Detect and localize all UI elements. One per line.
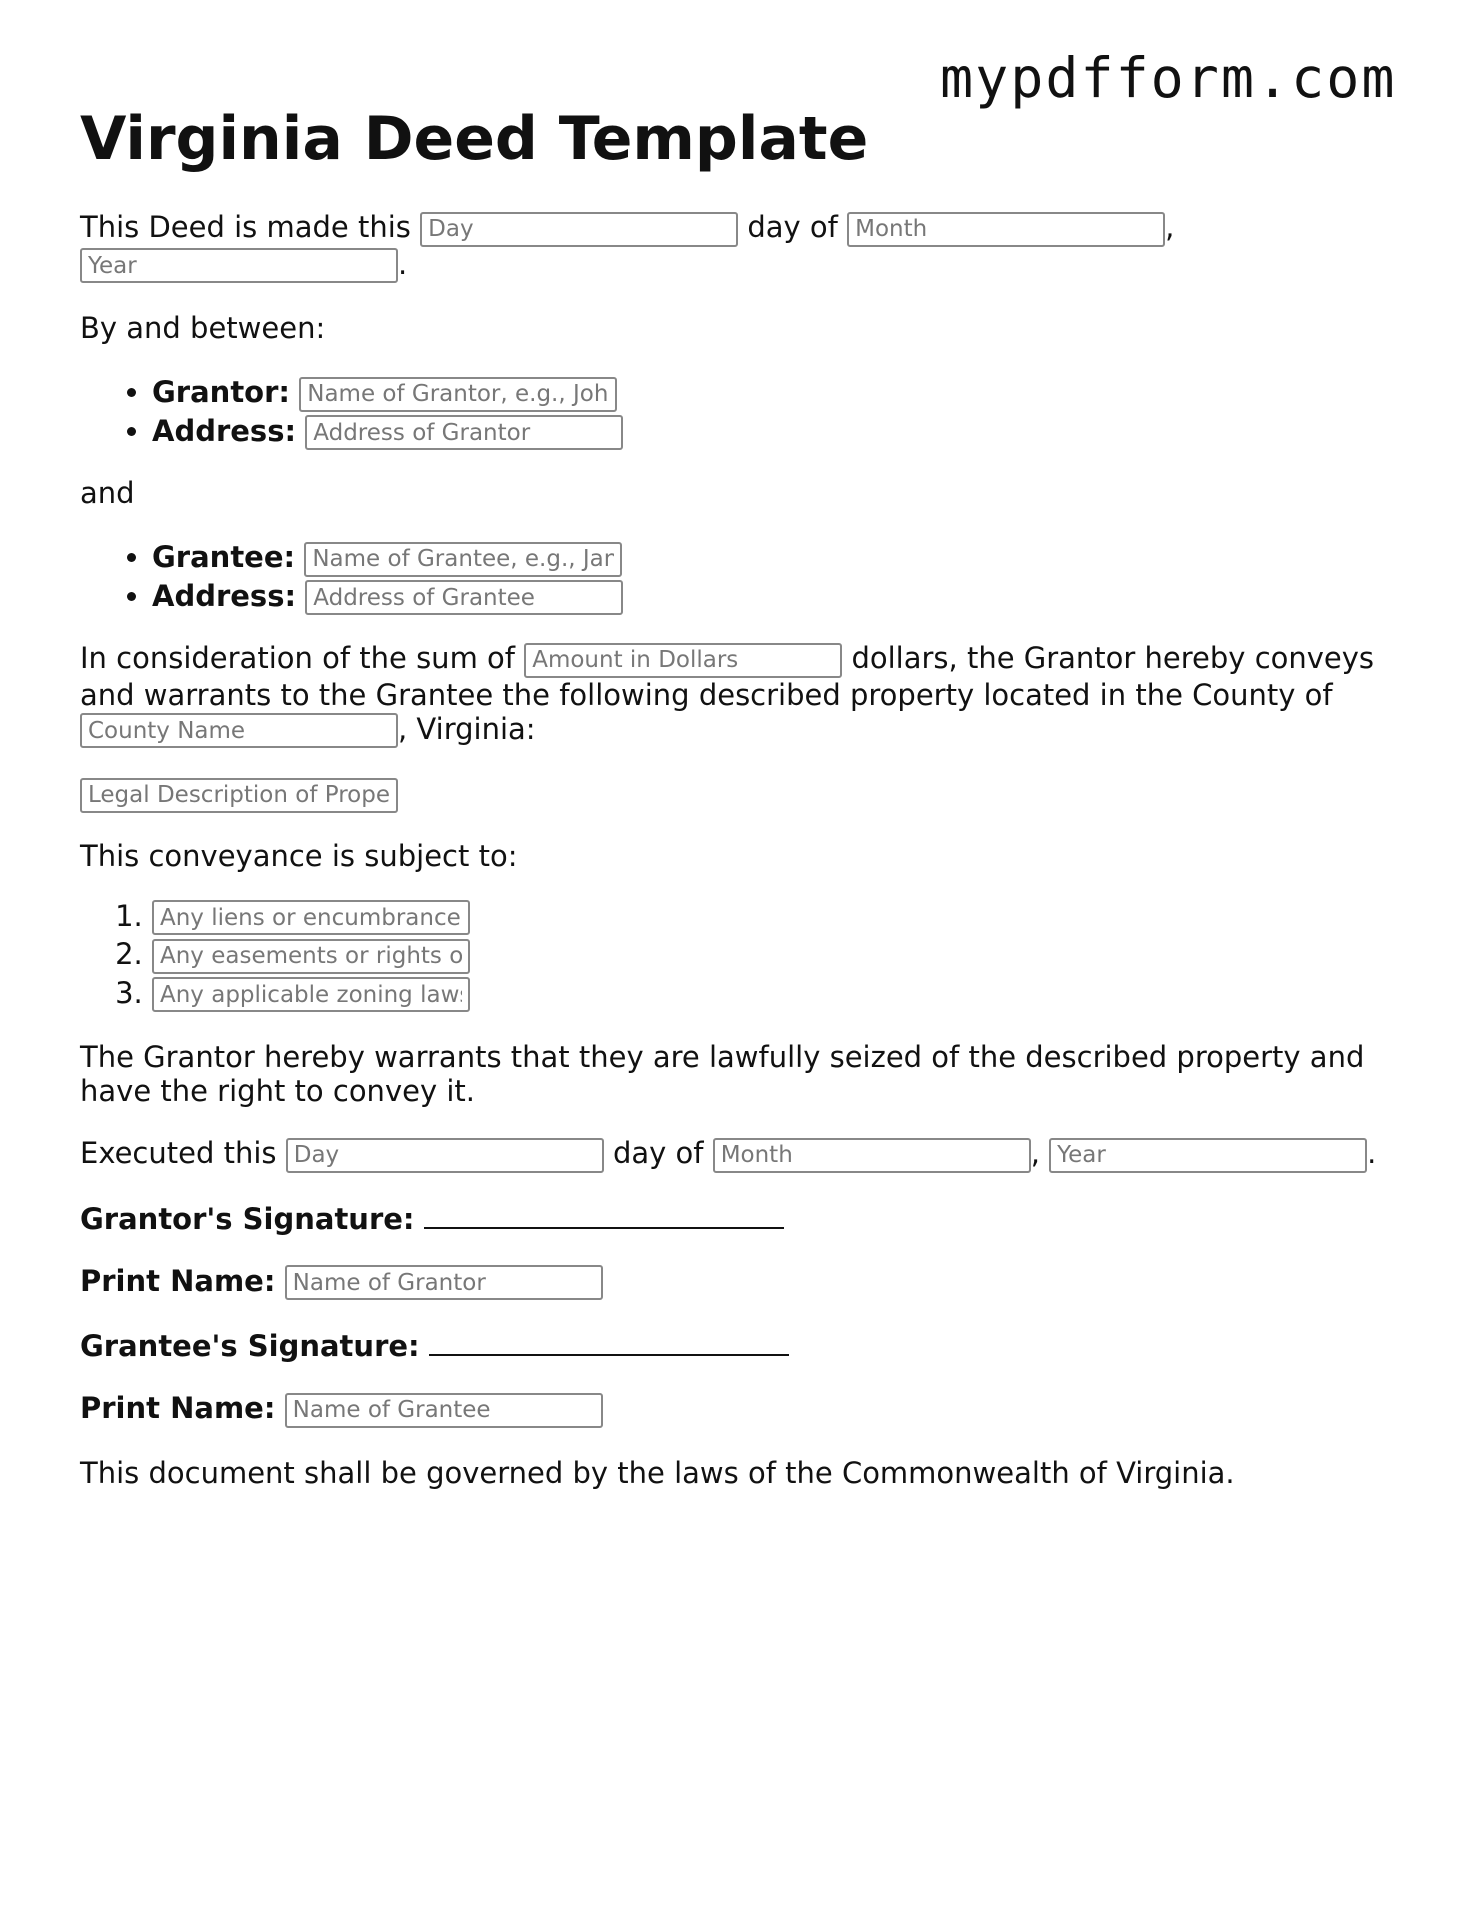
grantee-name-label: Grantee:: [152, 540, 296, 574]
grantor-print-label: Print Name:: [80, 1263, 276, 1298]
county-input[interactable]: [80, 713, 398, 748]
deed-day-input[interactable]: [420, 212, 738, 247]
grantee-print-row: [80, 1391, 1400, 1428]
grantee-address-item: [152, 577, 1400, 616]
condition-zoning-input[interactable]: [152, 977, 470, 1012]
grantor-signature-line[interactable]: [424, 1201, 784, 1229]
grantor-print-row: [80, 1264, 1400, 1301]
executed-period: .: [1367, 1136, 1377, 1170]
grantor-name-label: Grantor:: [152, 375, 291, 409]
intro-comma: ,: [1165, 210, 1175, 244]
grantee-address-label: Address:: [152, 578, 297, 613]
grantor-name-input[interactable]: [299, 377, 617, 412]
by-between-text: By and between:: [80, 311, 326, 345]
condition-item: [152, 974, 1400, 1013]
deed-month-input[interactable]: [847, 212, 1165, 247]
condition-item: [152, 935, 1400, 974]
intro-period: .: [398, 246, 408, 281]
governing-law-text: This document shall be governed by the laws of the Commonwealth of Virginia.: [80, 1455, 1235, 1490]
condition-item: [152, 897, 1400, 936]
grantor-signature-label: Grantor's Signature:: [80, 1201, 415, 1236]
grantee-print-label: Print Name:: [80, 1391, 276, 1425]
grantee-signature-row: [80, 1328, 1400, 1363]
intro-mid: day of: [747, 210, 838, 244]
condition-liens-input[interactable]: [152, 900, 470, 935]
grantee-print-name-input[interactable]: [285, 1393, 603, 1428]
executed-paragraph: [80, 1136, 1400, 1173]
grantor-name-item: [152, 373, 1400, 412]
intro-prefix: This Deed is made this: [80, 210, 411, 244]
site-watermark: mypdfform.com: [940, 46, 1397, 110]
grantor-address-item: [152, 412, 1400, 451]
grantor-address-input[interactable]: [305, 415, 623, 450]
consideration-text: dollars, the Grantor hereby conveys and warrants to the Grantee the following described property located in the County of: [80, 641, 1375, 712]
consideration-prefix: In consideration of the sum of: [80, 641, 515, 675]
executed-month-input[interactable]: [713, 1138, 1031, 1173]
executed-mid: day of: [612, 1136, 704, 1170]
subject-to-text: This conveyance is subject to:: [80, 838, 518, 873]
grantor-list: [80, 373, 1400, 450]
condition-easements-input[interactable]: [152, 939, 470, 974]
executed-prefix: Executed this: [80, 1136, 277, 1170]
executed-day-input[interactable]: [286, 1138, 604, 1173]
executed-year-input[interactable]: [1049, 1138, 1367, 1173]
deed-document: [80, 100, 1400, 1490]
legal-description-row: [80, 776, 1400, 813]
legal-description-input[interactable]: [80, 778, 398, 813]
conditions-list: [80, 897, 1400, 1013]
executed-comma: ,: [1030, 1136, 1040, 1170]
consideration-suffix: , Virginia:: [398, 711, 536, 746]
grantee-signature-label: Grantee's Signature:: [80, 1329, 420, 1363]
intro-paragraph: [80, 210, 1400, 283]
grantor-print-name-input[interactable]: [285, 1265, 603, 1300]
grantee-list: [80, 538, 1400, 615]
grantor-address-label: Address:: [152, 413, 297, 448]
page-title: Virginia Deed Template: [80, 104, 869, 174]
grantee-address-input[interactable]: [305, 580, 623, 615]
grantee-name-input[interactable]: [304, 542, 622, 577]
and-text: and: [80, 476, 135, 510]
deed-year-input[interactable]: [80, 248, 398, 283]
amount-input[interactable]: [524, 643, 842, 678]
grantor-signature-row: [80, 1201, 1400, 1236]
grantee-name-item: [152, 538, 1400, 577]
warranty-text: The Grantor hereby warrants that they are lawfully seized of the described property and have the right to convey it.: [80, 1040, 1365, 1108]
grantee-signature-line[interactable]: [429, 1328, 789, 1356]
consideration-paragraph: [80, 641, 1400, 748]
